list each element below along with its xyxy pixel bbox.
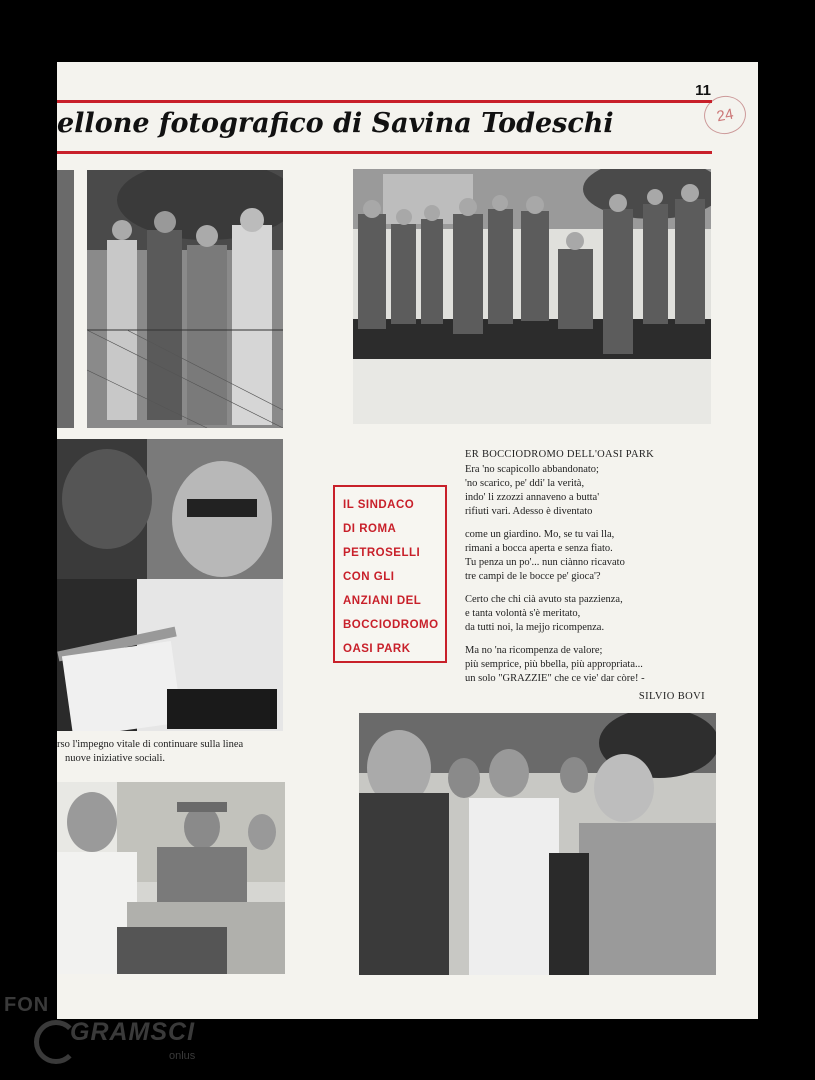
poem-line: rifiuti vari. Adesso è diventato — [465, 506, 593, 517]
poem-line: rimani a bocca aperta e senza fiato. — [465, 543, 613, 554]
photo-bocce-court — [353, 169, 711, 424]
magazine-page — [57, 62, 758, 1019]
poem-line: tre campi de le bocce pe' gioca'? — [465, 571, 601, 582]
caption-line-2: nuove iniziative sociali. — [65, 753, 166, 764]
photo-caption-fragment — [57, 738, 285, 766]
poem-stanza-1 — [465, 463, 705, 519]
poem-title: ER BOCCIODROMO DELL'OASI PARK — [465, 449, 655, 460]
poem-line: Certo che chi cià avuto sta pazzienza, — [465, 594, 623, 605]
caption-box-line: PETROSELLI — [343, 547, 421, 559]
fondazione-gramsci-watermark — [4, 990, 204, 1075]
watermark-fon: FON — [4, 994, 50, 1016]
caption-box-line: ANZIANI DEL — [343, 595, 422, 607]
poem-line: Ma no 'na ricompenza de valore; — [465, 645, 603, 656]
photo-mayor-in-crowd — [359, 713, 716, 975]
top-red-rule — [57, 100, 712, 103]
photo-edge-strip — [57, 170, 74, 428]
poem-line: un solo "GRAZZIE" che ce vie' dar còre! - — [465, 673, 645, 684]
caption-line-1: rso l'impegno vitale di continuare sulla linea — [57, 739, 244, 750]
poem-stanza-4 — [465, 644, 705, 686]
caption-box-line: OASI PARK — [343, 643, 411, 655]
poem-line: Tu penza un po'... nun ciànno ricavato — [465, 557, 625, 568]
mayor-caption-box — [333, 485, 447, 663]
page-title: ellone fotografico di Savina Todeschi — [57, 108, 614, 139]
photo-mayor-microphone — [57, 439, 283, 731]
poem-stanza-2 — [465, 528, 705, 584]
poem-line: come un giardino. Mo, se tu vai lla, — [465, 529, 615, 540]
poem-line: più semprice, più bbella, più appropriata... — [465, 659, 643, 670]
watermark-onlus: onlus — [169, 1050, 196, 1062]
watermark-gramsci: GRAMSCI — [70, 1018, 196, 1046]
page-number: 11 — [695, 82, 711, 99]
poem-line: indo' li zzozzi annaveno a butta' — [465, 492, 600, 503]
caption-box-line: DI ROMA — [343, 523, 397, 535]
poem-stanza-3 — [465, 593, 705, 635]
poem-author: SILVIO BOVI — [638, 691, 705, 702]
poem-line: e tanta volontà s'è meritato, — [465, 608, 581, 619]
poem-block — [465, 448, 705, 704]
caption-box-line: BOCCIODROMO — [343, 619, 439, 631]
caption-box-line: IL SINDACO — [343, 499, 415, 511]
title-red-rule — [57, 151, 712, 154]
poem-line: Era 'no scapicollo abbandonato; — [465, 464, 599, 475]
caption-box-line: CON GLI — [343, 571, 395, 583]
handwritten-page-number: 24 — [701, 93, 749, 138]
poem-line: da tutti noi, la mejjo ricompenza. — [465, 622, 605, 633]
photo-card-players — [57, 782, 285, 974]
photo-crowd-pointing — [87, 170, 283, 428]
poem-line: 'no scarico, pe' ddi' la verità, — [465, 478, 585, 489]
